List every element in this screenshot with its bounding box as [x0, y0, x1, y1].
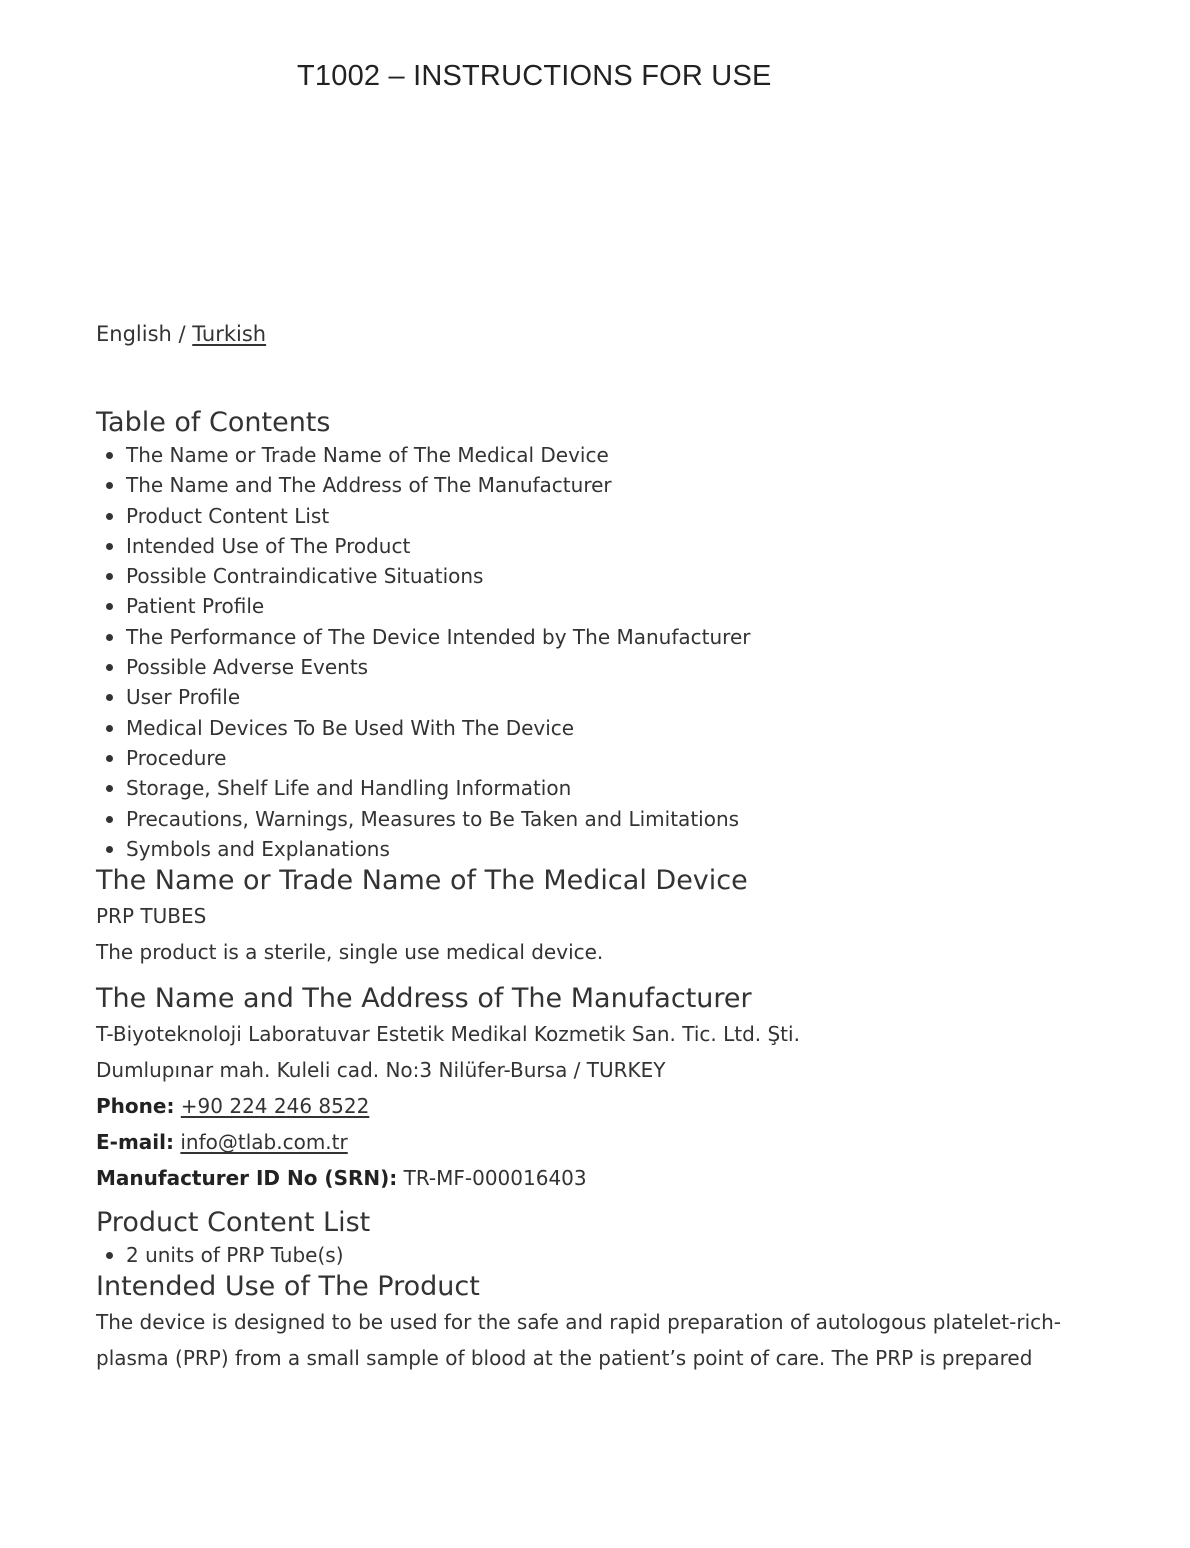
manufacturer-srn-row: [96, 1160, 1086, 1196]
toc-item[interactable]: The Name or Trade Name of The Medical Device: [96, 440, 1086, 470]
device-name-section: [96, 898, 1086, 970]
toc-item[interactable]: Intended Use of The Product: [96, 531, 1086, 561]
phone-link[interactable]: +90 224 246 8522: [180, 1094, 370, 1119]
toc-item[interactable]: Patient Profile: [96, 591, 1086, 621]
toc-item[interactable]: Product Content List: [96, 501, 1086, 531]
language-link-turkish[interactable]: Turkish: [192, 322, 267, 346]
toc-item[interactable]: User Profile: [96, 682, 1086, 712]
phone-label: Phone:: [96, 1094, 175, 1119]
manufacturer-company: T-Biyoteknoloji Laboratuvar Estetik Medikal Kozmetik San. Tic. Ltd. Şti.: [96, 1022, 800, 1047]
language-separator: /: [171, 322, 193, 346]
intended-use-heading: Intended Use of The Product: [96, 1271, 480, 1303]
toc-item[interactable]: Storage, Shelf Life and Handling Information: [96, 773, 1086, 803]
toc-item[interactable]: Procedure: [96, 743, 1086, 773]
document-title: T1002 – INSTRUCTIONS FOR USE: [297, 60, 772, 92]
toc-item[interactable]: Medical Devices To Be Used With The Device: [96, 713, 1086, 743]
toc-item[interactable]: The Performance of The Device Intended by The Manufacturer: [96, 622, 1086, 652]
language-current: English: [96, 322, 172, 346]
srn-label: Manufacturer ID No (SRN):: [96, 1166, 398, 1191]
manufacturer-email-row: [96, 1124, 1086, 1160]
device-name: PRP TUBES: [96, 904, 207, 929]
content-list-heading: Product Content List: [96, 1207, 371, 1239]
toc-item[interactable]: Possible Contraindicative Situations: [96, 561, 1086, 591]
manufacturer-section: [96, 1016, 1086, 1196]
device-description: The product is a sterile, single use medical device.: [96, 940, 604, 965]
toc-item[interactable]: The Name and The Address of The Manufacturer: [96, 470, 1086, 500]
toc-list: [96, 440, 1086, 864]
content-list: [96, 1240, 1086, 1270]
email-link[interactable]: info@tlab.com.tr: [180, 1130, 348, 1155]
toc-heading: Table of Contents: [96, 407, 331, 438]
manufacturer-heading: The Name and The Address of The Manufacturer: [96, 983, 752, 1015]
language-switcher: [96, 318, 1086, 350]
intended-use-text: The device is designed to be used for the safe and rapid preparation of autologous platelet-rich-plasma (PRP) from a small sample of blood at the patient’s point of care. The PRP is prepared: [96, 1310, 1062, 1371]
manufacturer-address: Dumlupınar mah. Kuleli cad. No:3 Nilüfer-Bursa / TURKEY: [96, 1058, 666, 1083]
toc-item[interactable]: Precautions, Warnings, Measures to Be Taken and Limitations: [96, 804, 1086, 834]
toc-item[interactable]: Symbols and Explanations: [96, 834, 1086, 864]
email-label: E-mail:: [96, 1130, 175, 1155]
toc-item[interactable]: Possible Adverse Events: [96, 652, 1086, 682]
manufacturer-phone-row: [96, 1088, 1086, 1124]
document-body: [96, 318, 1086, 1376]
srn-value: TR-MF-000016403: [403, 1166, 587, 1191]
device-name-heading: The Name or Trade Name of The Medical Device: [96, 865, 748, 897]
content-list-item: 2 units of PRP Tube(s): [96, 1240, 1086, 1270]
